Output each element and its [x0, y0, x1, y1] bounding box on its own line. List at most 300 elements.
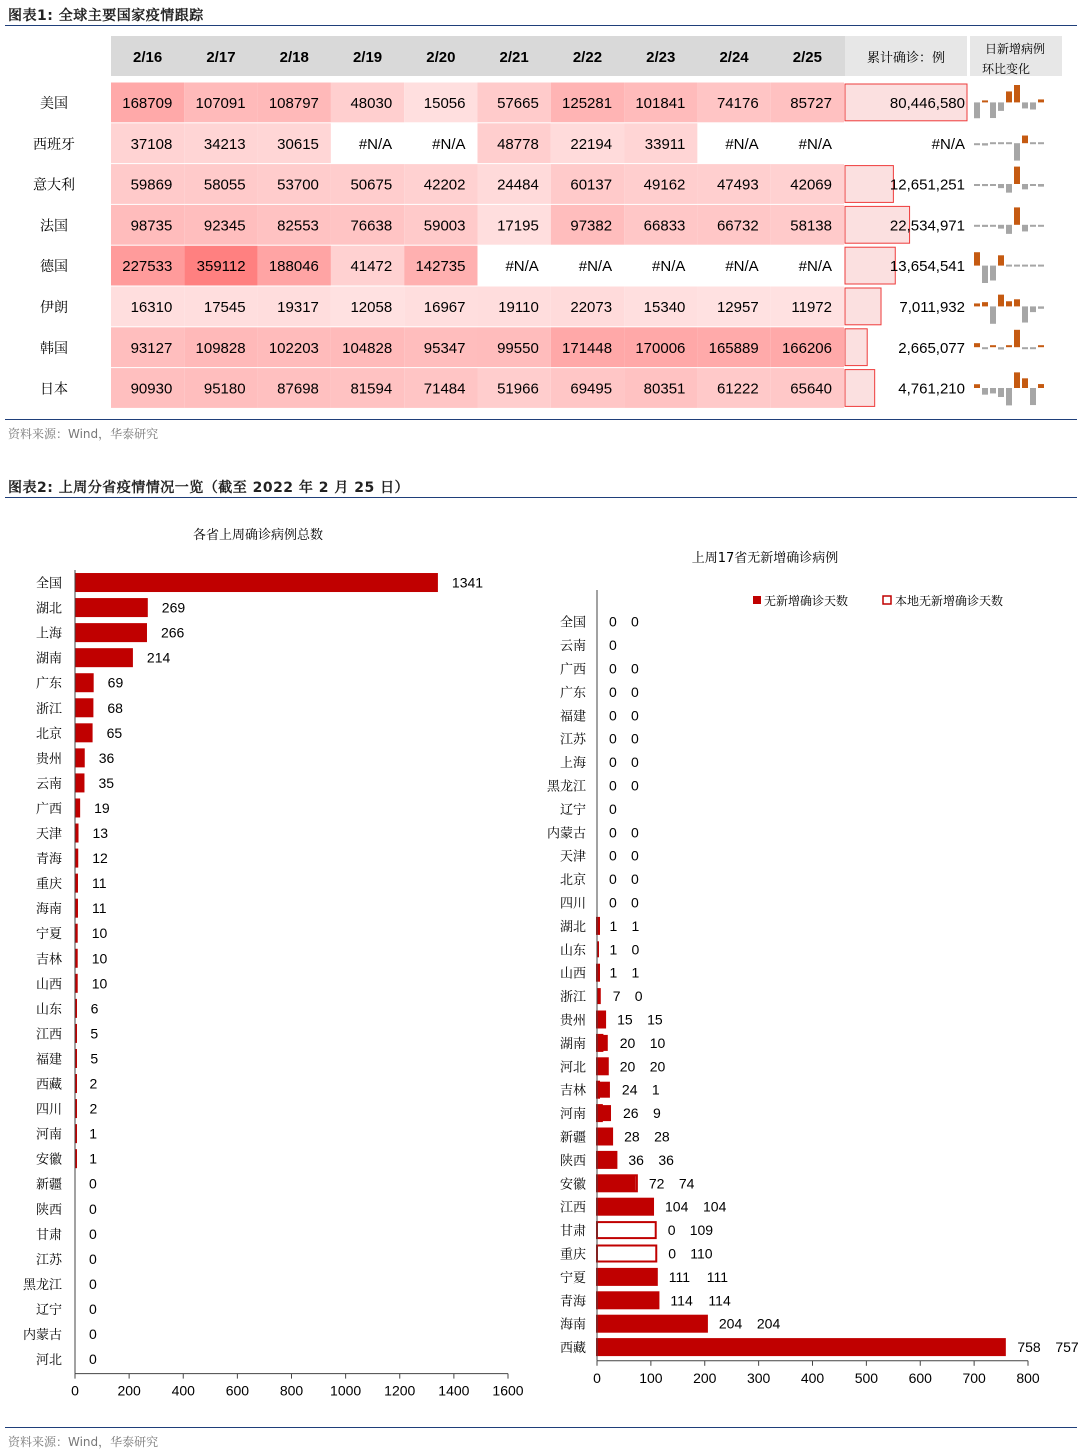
- data-label: 11: [91, 900, 107, 917]
- data-label: 0: [89, 1225, 97, 1242]
- cell-value: 33911: [644, 135, 686, 153]
- cell-value: 165889: [708, 339, 759, 357]
- cum-value: 4,761,210: [898, 380, 965, 398]
- country-label: 伊朗: [40, 300, 68, 316]
- x-tick-label: 600: [908, 1369, 932, 1386]
- category-label: 北京: [35, 726, 62, 742]
- spark-bar: [982, 347, 988, 349]
- figure2-bottom-rule: [5, 1427, 1077, 1428]
- data-label: 1: [89, 1150, 98, 1167]
- cell-value: 50675: [350, 176, 393, 194]
- cum-value: 12,651,251: [889, 176, 965, 194]
- cum-value: 22,534,971: [889, 217, 965, 235]
- spark-bar: [1030, 142, 1036, 144]
- cell-value: 16967: [423, 299, 466, 316]
- x-tick-label: 300: [746, 1369, 771, 1386]
- data-label-1: 36: [628, 1151, 644, 1168]
- data-label: 0: [89, 1250, 97, 1267]
- category-label: 江苏: [35, 1252, 62, 1268]
- figure2-source: 资料来源：Wind，华泰研究: [8, 1435, 159, 1449]
- cell-value: 37108: [130, 135, 173, 153]
- spark-bar: [1014, 143, 1020, 160]
- cell-value: 99550: [497, 339, 539, 357]
- data-label: 5: [90, 1050, 99, 1067]
- data-label-2: 15: [647, 1011, 663, 1028]
- cell-value: 95347: [423, 339, 466, 357]
- cell-value: 93127: [130, 339, 173, 357]
- data-label-1: 0: [609, 847, 617, 864]
- category-label: 福建: [559, 709, 586, 725]
- date-header: 2/23: [646, 49, 676, 66]
- category-label: 青海: [559, 1294, 586, 1310]
- category-label: 江苏: [559, 732, 586, 748]
- data-label-2: 10: [649, 1034, 666, 1051]
- category-label: 陕西: [559, 1153, 586, 1169]
- cell-value: 69495: [570, 380, 613, 398]
- category-label: 四川: [559, 896, 586, 912]
- spark-bar: [982, 225, 988, 227]
- data-label-1: 0: [609, 824, 617, 841]
- category-label: 辽宁: [35, 1302, 62, 1318]
- data-label-1: 26: [623, 1105, 639, 1122]
- category-label: 湖北: [559, 919, 586, 935]
- category-label: 山西: [559, 966, 586, 982]
- data-label-1: 0: [609, 660, 617, 677]
- category-label: 新疆: [35, 1177, 62, 1193]
- cell-value: #N/A: [725, 258, 759, 276]
- category-label: 山东: [559, 943, 586, 959]
- data-label-1: 0: [609, 894, 617, 911]
- data-label-2: 0: [631, 754, 639, 771]
- bar-total: [597, 1012, 605, 1028]
- category-label: 重庆: [559, 1247, 586, 1263]
- x-tick-label: 800: [1016, 1369, 1040, 1386]
- category-label: 宁夏: [559, 1270, 586, 1286]
- spark-bar: [1014, 299, 1020, 306]
- cum-bar: [845, 166, 893, 203]
- data-label: 266: [160, 624, 185, 641]
- data-label-1: 0: [609, 707, 617, 724]
- data-label: 36: [98, 749, 115, 766]
- data-label-1: 0: [609, 754, 617, 771]
- spark-bar: [998, 295, 1004, 307]
- spark-bar: [1038, 184, 1044, 187]
- spark-bar: [1022, 102, 1028, 108]
- category-label: 河北: [35, 1353, 62, 1369]
- x-tick-label: 1600: [492, 1382, 524, 1399]
- category-label: 宁夏: [35, 927, 62, 943]
- spark-bar: [1038, 384, 1044, 388]
- spark-bar: [1022, 306, 1028, 322]
- spark-bar: [982, 388, 988, 395]
- cell-value: 168709: [122, 95, 173, 112]
- cell-value: 48030: [350, 95, 393, 112]
- cell-value: 188046: [268, 258, 319, 276]
- spark-bar: [990, 306, 996, 323]
- cell-value: 15340: [643, 299, 686, 316]
- spark-bar: [1014, 372, 1020, 388]
- category-label: 湖南: [35, 651, 62, 667]
- data-label: 13: [92, 825, 109, 842]
- cell-value: 17195: [497, 217, 539, 235]
- category-label: 西藏: [35, 1077, 62, 1093]
- data-label-2: 1: [631, 917, 640, 934]
- category-label: 河北: [559, 1060, 586, 1076]
- data-label: 269: [161, 599, 186, 616]
- legend-label-2: 本地无新增确诊天数: [895, 594, 1004, 608]
- category-label: 山西: [35, 977, 62, 993]
- category-label: 上海: [35, 626, 62, 642]
- data-label: 5: [90, 1025, 99, 1042]
- figure1-title: 图表1: 全球主要国家疫情跟踪: [8, 8, 204, 24]
- data-label-1: 1: [609, 964, 618, 981]
- data-label-2: 0: [631, 871, 639, 888]
- cell-value: 60137: [570, 176, 613, 194]
- spark-bar: [1030, 184, 1036, 186]
- country-label: 意大利: [33, 177, 75, 194]
- data-label-2: 0: [631, 730, 639, 747]
- spark-bar: [974, 225, 980, 227]
- cell-value: 101841: [635, 95, 686, 112]
- cell-value: #N/A: [652, 258, 686, 276]
- cell-value: 170006: [635, 339, 686, 357]
- category-label: 上海: [559, 756, 586, 772]
- data-label: 0: [89, 1275, 97, 1292]
- data-label-1: 28: [624, 1128, 640, 1145]
- data-label-2: 0: [631, 894, 639, 911]
- data-label: 2: [89, 1075, 98, 1092]
- spark-bar: [1022, 225, 1028, 232]
- category-label: 陕西: [35, 1202, 62, 1218]
- x-tick-label: 800: [279, 1382, 304, 1399]
- cell-value: 108797: [268, 95, 319, 112]
- spark-bar: [982, 143, 988, 145]
- bar-total: [597, 1269, 657, 1285]
- cell-value: 227533: [122, 258, 173, 276]
- spark-bar: [1022, 184, 1028, 189]
- chart-title: 上周17省无新增确诊病例: [691, 551, 839, 566]
- spark-bar: [1006, 265, 1012, 267]
- spark-bar: [1022, 347, 1028, 349]
- data-label-2: 28: [654, 1128, 670, 1145]
- data-label-1: 24: [621, 1081, 638, 1098]
- data-label: 0: [89, 1326, 97, 1343]
- spark-bar: [990, 102, 996, 118]
- spark-bar: [998, 388, 1004, 397]
- cell-value: 125281: [562, 95, 613, 112]
- chart-title: 各省上周确诊病例总数: [192, 528, 324, 543]
- spark-bar: [974, 143, 980, 145]
- figure1-bottom-rule: [5, 419, 1077, 420]
- data-label: 0: [89, 1175, 97, 1192]
- legend-label-1: 无新增确诊天数: [764, 594, 849, 608]
- data-label: 65: [106, 724, 123, 741]
- country-label: 美国: [40, 96, 68, 112]
- data-label: 10: [91, 925, 108, 942]
- category-label: 四川: [35, 1102, 62, 1118]
- category-label: 甘肃: [35, 1227, 62, 1243]
- cell-value: 87698: [277, 380, 319, 398]
- bar-total: [597, 1082, 610, 1098]
- cell-value: 30615: [277, 135, 319, 153]
- cell-value: 65640: [790, 380, 832, 398]
- cell-value: 15056: [423, 95, 466, 112]
- data-label-1: 72: [648, 1175, 665, 1192]
- bar-total: [597, 1105, 611, 1121]
- data-label-1: 7: [612, 988, 621, 1005]
- data-label-2: 110: [690, 1245, 713, 1262]
- data-label-1: 114: [670, 1292, 693, 1309]
- cell-value: #N/A: [432, 135, 466, 153]
- spark-bar: [1030, 347, 1036, 349]
- data-label: 2: [89, 1100, 98, 1117]
- data-label: 0: [89, 1351, 97, 1368]
- spark-bar: [1030, 102, 1036, 109]
- cell-value: 12058: [350, 299, 393, 316]
- legend-swatch-2: [883, 596, 891, 604]
- cell-value: 142735: [415, 258, 466, 276]
- bar-total: [597, 1199, 653, 1215]
- data-label-1: 1: [609, 917, 618, 934]
- cum-bar: [845, 329, 867, 366]
- no-new-case-chart: [0, 530, 1080, 1390]
- category-label: 吉林: [559, 1083, 586, 1099]
- spark-bar: [1022, 378, 1028, 388]
- cum-value: 80,446,580: [889, 95, 965, 112]
- spark-bar: [1038, 225, 1044, 227]
- bar-total: [597, 1292, 658, 1308]
- cell-value: 359112: [196, 258, 246, 276]
- spark-bar: [1030, 306, 1036, 312]
- x-tick-label: 1000: [330, 1382, 362, 1399]
- country-label: 法国: [40, 218, 68, 235]
- data-label-2: 9: [653, 1105, 661, 1122]
- date-header: 2/24: [719, 49, 749, 66]
- spark-bar: [974, 303, 980, 306]
- spark-bar: [974, 252, 980, 265]
- cell-value: 97382: [570, 217, 613, 235]
- category-label: 天津: [559, 849, 586, 865]
- category-label: 天津: [35, 827, 62, 843]
- data-label-1: 104: [665, 1198, 689, 1215]
- data-label-2: 0: [631, 613, 639, 630]
- spark-bar: [1006, 225, 1012, 234]
- cum-bar: [845, 288, 881, 325]
- cell-value: 49162: [643, 176, 686, 194]
- data-label-1: 0: [668, 1245, 677, 1262]
- bar-total: [597, 988, 601, 1004]
- cell-value: 90930: [130, 380, 173, 398]
- data-label-1: 0: [609, 871, 617, 888]
- data-label-1: 0: [609, 777, 617, 794]
- cell-value: 19110: [498, 299, 539, 316]
- spark-bar: [998, 142, 1004, 144]
- data-label-2: 114: [708, 1292, 731, 1309]
- country-label: 德国: [40, 259, 68, 276]
- spark-bar: [1022, 265, 1028, 267]
- category-label: 山东: [35, 1002, 62, 1018]
- spark-bar: [974, 343, 980, 347]
- spark-bar: [1038, 265, 1044, 267]
- cum-value: 7,011,932: [899, 299, 965, 316]
- spark-bar: [982, 184, 988, 186]
- data-label: 10: [91, 950, 108, 967]
- category-label: 广东: [559, 685, 586, 701]
- cell-value: 81594: [350, 380, 393, 398]
- cell-value: 61222: [716, 380, 759, 398]
- spark-bar: [998, 225, 1004, 229]
- spark-bar: [982, 100, 988, 102]
- data-label: 35: [98, 774, 115, 791]
- cell-value: #N/A: [578, 258, 613, 276]
- spark-bar: [990, 345, 996, 347]
- cell-value: 17545: [203, 299, 246, 316]
- country-table: [0, 30, 1080, 420]
- data-label-1: 0: [609, 683, 617, 700]
- data-label-2: 74: [678, 1175, 695, 1192]
- category-label: 云南: [559, 639, 586, 655]
- cell-value: 102203: [268, 339, 319, 357]
- x-tick-label: 200: [693, 1369, 717, 1386]
- data-label: 6: [90, 1000, 99, 1017]
- cell-value: 92345: [203, 217, 246, 235]
- data-label-1: 0: [609, 730, 617, 747]
- data-label: 0: [89, 1200, 97, 1217]
- data-label: 214: [146, 649, 171, 666]
- category-label: 辽宁: [559, 802, 586, 818]
- cell-value: 42202: [423, 176, 466, 194]
- data-label-1: 20: [619, 1034, 636, 1051]
- x-tick-label: 1400: [438, 1382, 470, 1399]
- category-label: 福建: [35, 1052, 62, 1068]
- category-label: 安徽: [559, 1177, 586, 1193]
- trend-header-line2: 环比变化: [981, 62, 1031, 76]
- bar-total: [597, 1129, 612, 1145]
- category-label: 广西: [35, 801, 62, 817]
- spark-bar: [1038, 142, 1044, 144]
- spark-bar: [1006, 301, 1012, 306]
- data-label-1: 15: [617, 1011, 633, 1028]
- figure2-title: 图表2: 上周分省疫情情况一览（截至 2022 年 2 月 25 日）: [8, 480, 410, 496]
- date-header: 2/19: [352, 49, 383, 66]
- cell-value: 59869: [130, 176, 173, 194]
- cell-value: 166206: [781, 339, 832, 357]
- country-label: 日本: [40, 381, 68, 398]
- spark-bar: [990, 388, 996, 393]
- data-label-1: 204: [718, 1315, 743, 1332]
- category-label: 黑龙江: [546, 779, 586, 795]
- data-label-2: 104: [703, 1198, 727, 1215]
- spark-bar: [1006, 184, 1012, 193]
- spark-bar: [974, 384, 980, 388]
- category-label: 北京: [559, 873, 586, 889]
- category-label: 全国: [559, 615, 586, 631]
- cum-value: 2,665,077: [898, 339, 965, 357]
- x-tick-label: 500: [854, 1369, 879, 1386]
- bar-total: [597, 1316, 707, 1332]
- data-label-1: 0: [609, 613, 617, 630]
- spark-bar: [990, 266, 996, 281]
- x-tick-label: 400: [171, 1382, 195, 1399]
- spark-bar: [1006, 388, 1012, 405]
- data-label-1: 1: [609, 941, 618, 958]
- spark-bar: [1014, 207, 1020, 224]
- cell-value: 22073: [570, 299, 613, 316]
- country-label: 西班牙: [33, 136, 75, 153]
- cell-value: #N/A: [358, 135, 393, 153]
- trend-header-line1: 日新增病例: [984, 42, 1046, 56]
- spark-bar: [974, 184, 980, 186]
- date-header: 2/20: [426, 49, 456, 66]
- cell-value: 98735: [130, 217, 173, 235]
- cell-value: 107091: [195, 95, 246, 112]
- cell-value: 58055: [203, 176, 246, 194]
- bar-total: [597, 1152, 616, 1168]
- cell-value: 41472: [350, 258, 393, 276]
- category-label: 贵州: [559, 1013, 586, 1029]
- data-label: 12: [92, 850, 108, 867]
- cell-value: 19317: [277, 299, 319, 316]
- x-tick-label: 1200: [384, 1382, 416, 1399]
- x-tick-label: 0: [593, 1369, 601, 1386]
- data-label-2: 0: [631, 683, 639, 700]
- data-label-1: 20: [619, 1058, 636, 1075]
- spark-bar: [1030, 265, 1036, 267]
- x-tick-label: 0: [71, 1382, 79, 1399]
- category-label: 甘肃: [559, 1224, 586, 1240]
- category-label: 河南: [559, 1107, 586, 1123]
- data-label-2: 0: [631, 941, 640, 958]
- cell-value: 66732: [716, 217, 759, 235]
- date-header: 2/18: [279, 49, 309, 66]
- cell-value: 42069: [790, 176, 832, 194]
- spark-bar: [998, 102, 1004, 110]
- spark-bar: [982, 266, 988, 283]
- cell-value: #N/A: [798, 135, 832, 153]
- date-header: 2/25: [792, 49, 822, 66]
- data-label-2: 757: [1055, 1339, 1079, 1356]
- cell-value: 76638: [350, 217, 393, 235]
- category-label: 云南: [35, 776, 62, 792]
- data-label-1: 0: [609, 800, 617, 817]
- spark-bar: [990, 225, 996, 227]
- figure1-source: 资料来源：Wind，华泰研究: [8, 427, 159, 441]
- cum-value: #N/A: [931, 135, 965, 153]
- cell-value: #N/A: [505, 258, 539, 276]
- spark-bar: [974, 102, 980, 118]
- data-label-2: 0: [631, 660, 639, 677]
- cell-value: 58138: [790, 217, 832, 235]
- cell-value: 57665: [497, 95, 539, 112]
- category-label: 浙江: [559, 990, 586, 1006]
- cell-value: 22194: [570, 135, 613, 153]
- cum-header: 累计确诊：例: [866, 51, 946, 66]
- data-label-2: 1: [651, 1081, 660, 1098]
- x-tick-label: 400: [800, 1369, 825, 1386]
- spark-bar: [1014, 167, 1020, 184]
- data-label: 0: [89, 1300, 97, 1317]
- legend-swatch-1: [753, 596, 761, 604]
- cell-value: 47493: [716, 176, 759, 194]
- spark-bar: [1030, 225, 1036, 227]
- cell-value: 24484: [497, 176, 539, 194]
- data-label-1: 758: [1017, 1339, 1041, 1356]
- category-label: 海南: [35, 902, 62, 918]
- x-tick-label: 600: [225, 1382, 250, 1399]
- spark-bar: [990, 142, 996, 144]
- cell-value: 16310: [130, 299, 173, 316]
- spark-bar: [1006, 91, 1012, 102]
